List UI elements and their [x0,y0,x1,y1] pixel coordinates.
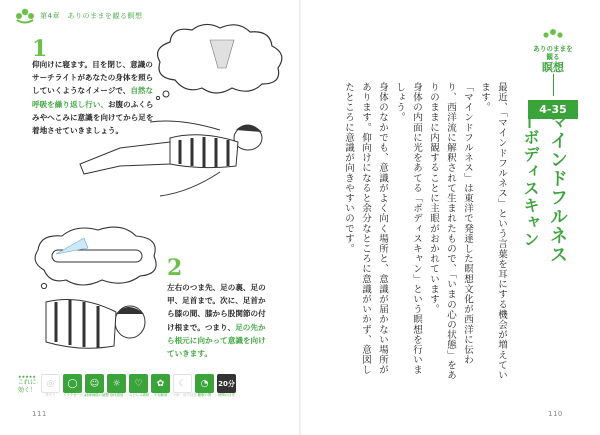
effect-caption-8: 睡眠の質 [197,393,212,397]
effect-caption-6: 不安解消 [153,393,168,397]
body-paragraph-1: 最近、「マインドフルネス」という言葉を耳にする機会が増えています。 [479,82,507,381]
heart-icon: ♡ [129,374,148,393]
body-paragraph-3: 身体の内面に光をあてる「ボディスキャン」という瞑想を行いましょう。 [394,82,422,375]
lotus-icon [14,8,36,24]
nerve-icon: ☺ [85,374,104,393]
effect-label [16,374,38,395]
flower-icon: ✿ [151,374,170,393]
effect-stars: ★★★★★ [18,374,36,379]
effect-caption-9: 時間の目安 [218,393,235,397]
step-1-text-b: お腹のふくらみやへこみに意識を向けてから足を着地させていきましょう。 [32,99,154,136]
timer-icon: 20分 [217,374,236,393]
effect-caption-1: 集中力 [45,393,56,397]
effect-caption-2: リラクゼーション [63,393,90,397]
chapter-label: 第4章 ありのままを観る瞑想 [40,12,143,20]
effect-icon-9 [217,374,236,398]
badge-line-3: 瞑想 [542,61,564,74]
effect-icon-1 [41,374,60,398]
step-1-number: 1 [32,36,48,62]
effect-caption-7: 不眠・疲労回復 [173,393,197,397]
section-number: 4-35 [528,100,578,119]
effect-icon-4 [107,374,126,398]
body-paragraph-2: 「マインドフルネス」は東洋で発達した瞑想文化が西洋に伝わり、西洋流に解釈されて生まれたもので、「いまの心の状態」をありのままに内観することに主眼がおかれています。 [428,82,473,381]
reclining-head-illustration [40,282,160,360]
page-title: マインドフルネス [547,112,568,264]
thought-bubble [150,20,290,100]
moon-icon: ☾ [173,374,192,393]
section-badge [528,26,578,119]
step-1-text-a: 仰向けに寝ます。目を閉じ、意識のサーチライトがあなたの身体を照らしていくようなイメージで、 [32,60,154,96]
effect-icon-6 [151,374,170,398]
effect-caption-4: 身体感覚 [109,393,124,397]
focus-icon: ◎ [41,374,60,393]
effect-icon-5 [129,374,148,398]
effect-caption-5: ストレス緩和 [129,393,150,397]
step-1-text-highlight: 自然な呼吸を繰り返し行い、 [32,86,154,109]
effect-icon-8 [195,374,214,398]
effect-panel [16,374,236,398]
body-paragraph-4: 身体のなかでも、意識がよく向く場所と、意識が届かない場所があります。仰向けになると余分なところに意識がいかず、意図したところに意識が向きやすいのです。 [343,82,388,375]
effect-label-text: これに効く！ [17,379,37,394]
page-gutter [299,0,301,435]
step-2-text-a: 左右のつま先、足の裏、足の甲、足首まで。次に、足首から膝の間、膝から股関節の付け根まで。つまり、 [167,283,266,332]
step-2-text [167,281,267,360]
right-page-number: 110 [548,410,563,418]
chapter-header [14,8,142,24]
page-subtitle: ―ボディスキャン [521,112,540,248]
effect-icon-2 [63,374,90,398]
badge-connector [553,74,554,96]
lotus-icon [540,28,566,41]
effect-caption-3: 自律神経の調整 [85,393,109,397]
badge-line-1: ありのままを [533,45,573,53]
body-sense-icon: ☼ [107,374,126,393]
effect-icon-7 [173,374,197,398]
left-page-number: 111 [32,410,47,418]
body-text [340,82,510,382]
step-2-number: 2 [167,255,183,281]
relax-icon: ◯ [63,374,82,393]
step-2-text-highlight: 足の先から根元に向かって意識を向けていきます。 [167,322,266,359]
sleep-icon: ◔ [195,374,214,393]
badge-line-2: 観る [546,53,560,61]
effect-icon-3 [85,374,109,398]
lying-figure-illustration [70,108,275,213]
